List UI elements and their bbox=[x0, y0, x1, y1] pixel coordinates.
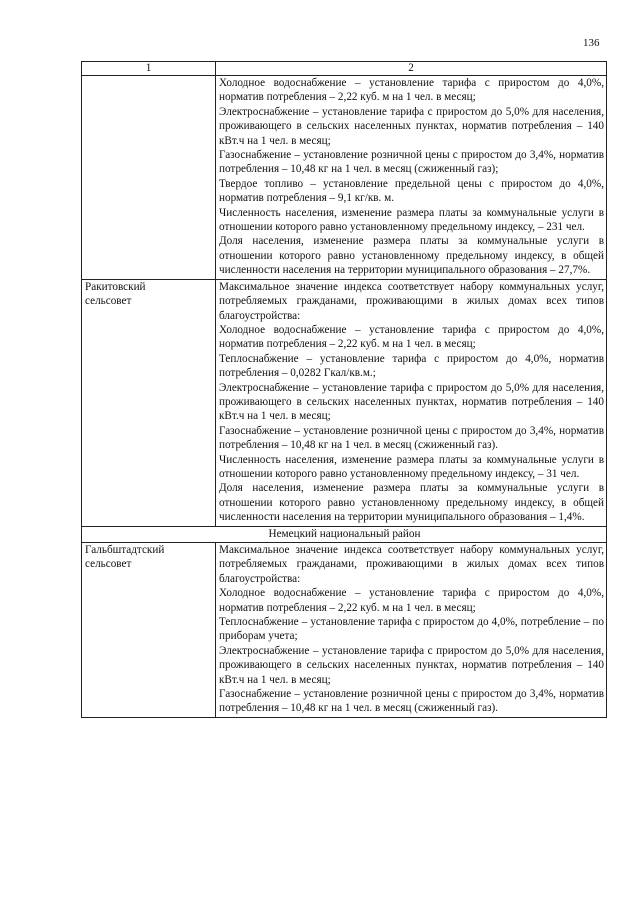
paragraph: Газоснабжение – установление розничной цены с приростом до 3,4%, норматив потребления – 10,48 кг на 1 чел. в месяц (сжиженный газ). bbox=[219, 424, 604, 452]
paragraph: Доля населения, изменение размера платы за коммунальные услуги в отношении которого равно установленному предельному индексу, в общей численности населения на территории муниципального образования – 27,7%. bbox=[219, 235, 604, 277]
municipality-name-cell bbox=[82, 76, 216, 280]
description-cell bbox=[216, 76, 607, 280]
paragraph: Электроснабжение – установление тарифа с приростом до 5,0% для населения, проживающего в сельских населенных пунктах, норматив потребления – 140 кВт.ч на 1 чел. в месяц; bbox=[219, 105, 604, 147]
description-cell bbox=[216, 543, 607, 718]
paragraph: Численность населения, изменение размера платы за коммунальные услуги в отношении которого равно установленному предельному индексу, – 31 чел. bbox=[219, 453, 604, 480]
municipality-name-cell: Ракитовский сельсовет bbox=[82, 279, 216, 526]
region-row bbox=[82, 526, 607, 542]
municipality-name-cell: Гальбштадтский сельсовет bbox=[82, 543, 216, 718]
paragraph: Доля населения, изменение размера платы за коммунальные услуги в отношении которого равно установленному предельному индексу, в общей численности населения на территории муниципального образования – 1,4%. bbox=[219, 482, 604, 524]
table-row bbox=[82, 543, 607, 718]
description-cell bbox=[216, 279, 607, 526]
paragraph: Электроснабжение – установление тарифа с приростом до 5,0% для населения, проживающего в сельских населенных пунктах, норматив потребления – 140 кВт.ч на 1 чел. в месяц; bbox=[219, 381, 604, 423]
paragraph: Максимальное значение индекса соответствует набору коммунальных услуг, потребляемых гражданами, проживающими в жилых домах всех типов благоустройства: bbox=[219, 280, 604, 322]
paragraph: Твердое топливо – установление предельной цены с приростом до 4,0%, норматив потребления – 9,1 кг/кв. м. bbox=[219, 177, 604, 205]
paragraph: Газоснабжение – установление розничной цены с приростом до 3,4%, норматив потребления – 10,48 кг на 1 чел. в месяц (сжиженный газ). bbox=[219, 688, 604, 715]
paragraph: Максимальное значение индекса соответствует набору коммунальных услуг, потребляемых гражданами, проживающими в жилых домах всех типов благоустройства: bbox=[219, 544, 604, 585]
region-heading: Немецкий национальный район bbox=[82, 526, 607, 542]
paragraph: Численность населения, изменение размера платы за коммунальные услуги в отношении которого равно установленному предельному индексу, – 231 чел. bbox=[219, 206, 604, 234]
table-row bbox=[82, 76, 607, 280]
table-row bbox=[82, 279, 607, 526]
page-number: 136 bbox=[583, 37, 600, 49]
paragraph: Газоснабжение – установление розничной цены с приростом до 3,4%, норматив потребления – 10,48 кг на 1 чел. в месяц (сжиженный газ); bbox=[219, 149, 604, 176]
column-1-header: 1 bbox=[82, 62, 216, 76]
column-2-header: 2 bbox=[216, 62, 607, 76]
paragraph: Теплоснабжение – установление тарифа с приростом до 4,0%, потребление – по приборам учета; bbox=[219, 616, 604, 643]
tariff-table bbox=[81, 61, 607, 718]
paragraph: Холодное водоснабжение – установление тарифа с приростом до 4,0%, норматив потребления – 2,22 куб. м на 1 чел. в месяц; bbox=[219, 77, 604, 104]
paragraph: Электроснабжение – установление тарифа с приростом до 5,0% для населения, проживающего в сельских населенных пунктах, норматив потребления – 140 кВт.ч на 1 чел. в месяц; bbox=[219, 644, 604, 686]
paragraph: Теплоснабжение – установление тарифа с приростом до 4,0%, норматив потребления – 0,0282 Гкал/кв.м.; bbox=[219, 352, 604, 380]
paragraph: Холодное водоснабжение – установление тарифа с приростом до 4,0%, норматив потребления – 2,22 куб. м на 1 чел. в месяц; bbox=[219, 587, 604, 614]
paragraph: Холодное водоснабжение – установление тарифа с приростом до 4,0%, норматив потребления – 2,22 куб. м на 1 чел. в месяц; bbox=[219, 323, 604, 351]
table-header-row bbox=[82, 62, 607, 76]
